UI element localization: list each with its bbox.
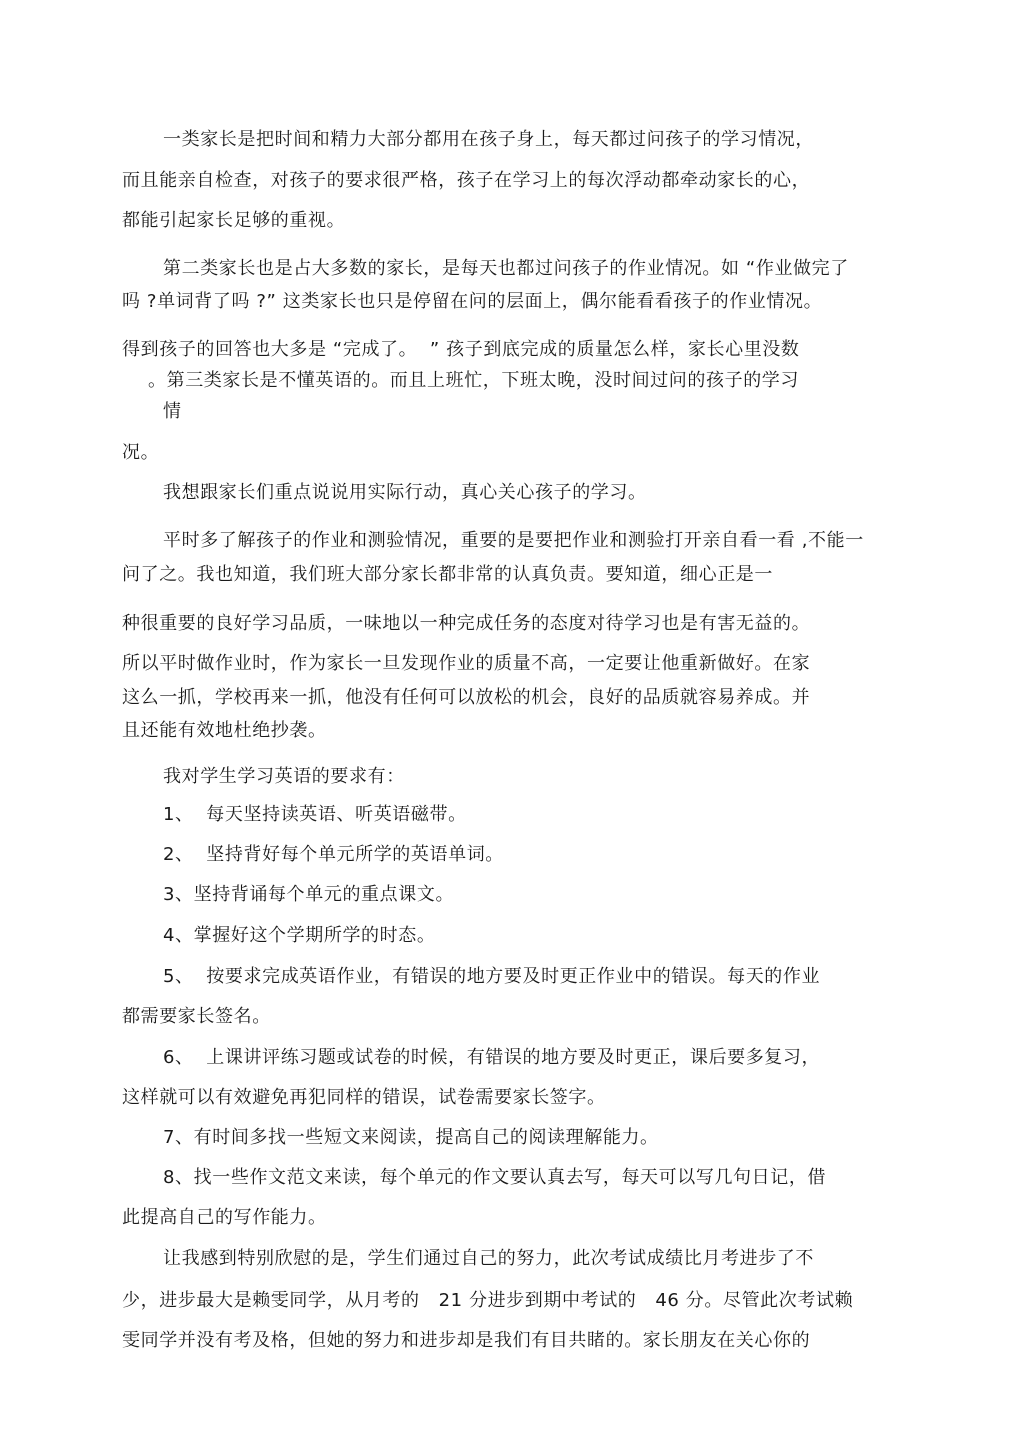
text-line: 此提高自己的写作能力。 <box>122 1207 327 1228</box>
text-line: 而且能亲自检查，对孩子的要求很严格，孩子在学习上的每次浮动都牵动家长的心， <box>122 170 811 191</box>
text-line: 都能引起家长足够的重视。 <box>122 210 346 231</box>
text-line: 种很重要的良好学习品质，一味地以一种完成任务的态度对待学习也是有害无益的。 <box>122 613 811 634</box>
text-line: 雯同学并没有考及格，但她的努力和进步却是我们有目共睹的。家长朋友在关心你的 <box>122 1330 811 1351</box>
text-line: 问了之。我也知道，我们班大部分家长都非常的认真负责。要知道，细心正是一 <box>122 564 773 585</box>
text-line: 第二类家长也是占大多数的家长，是每天也都过问孩子的作业情况。如 “作业做完了 <box>163 258 849 279</box>
text-line: 平时多了解孩子的作业和测验情况，重要的是要把作业和测验打开亲自看一看 ,不能一 <box>163 530 864 551</box>
text-line: 少，进步最大是赖雯同学，从月考的 21 分进步到期中考试的 46 分。尽管此次考试赖 <box>122 1290 854 1311</box>
text-line: 7、有时间多找一些短文来阅读，提高自己的阅读理解能力。 <box>163 1127 659 1148</box>
text-line: 且还能有效地杜绝抄袭。 <box>122 720 327 741</box>
text-line: 都需要家长签名。 <box>122 1006 271 1027</box>
text-line: 1、 每天坚持读英语、听英语磁带。 <box>163 804 467 825</box>
text-line: 情 <box>163 401 182 422</box>
text-line: 况。 <box>122 442 160 463</box>
text-line: 6、 上课讲评练习题或试卷的时候，有错误的地方要及时更正，课后要多复习， <box>163 1047 821 1068</box>
text-line: 这样就可以有效避免再犯同样的错误，试卷需要家长签字。 <box>122 1087 606 1108</box>
text-line: 。第三类家长是不懂英语的。而且上班忙，下班太晚，没时间过问的孩子的学习 <box>148 370 799 391</box>
text-line: 我对学生学习英语的要求有： <box>163 766 405 787</box>
text-line: 得到孩子的回答也大多是 “完成了。 ” 孩子到底完成的质量怎么样，家长心里没数 <box>122 339 800 360</box>
text-line: 3、坚持背诵每个单元的重点课文。 <box>163 884 455 905</box>
text-line: 这么一抓，学校再来一抓，他没有任何可以放松的机会，良好的品质就容易养成。并 <box>122 687 811 708</box>
text-line: 吗 ?单词背了吗 ?” 这类家长也只是停留在问的层面上，偶尔能看看孩子的作业情况。 <box>122 291 823 312</box>
text-line: 我想跟家长们重点说说用实际行动，真心关心孩子的学习。 <box>163 482 647 503</box>
text-line: 所以平时做作业时，作为家长一旦发现作业的质量不高，一定要让他重新做好。在家 <box>122 653 811 674</box>
text-line: 让我感到特别欣慰的是，学生们通过自己的努力，此次考试成绩比月考进步了不 <box>163 1248 814 1269</box>
text-line: 一类家长是把时间和精力大部分都用在孩子身上，每天都过问孩子的学习情况， <box>163 129 814 150</box>
text-line: 2、 坚持背好每个单元所学的英语单词。 <box>163 844 504 865</box>
text-line: 8、找一些作文范文来读，每个单元的作文要认真去写，每天可以写几句日记，借 <box>163 1167 827 1188</box>
text-line: 5、 按要求完成英语作业，有错误的地方要及时更正作业中的错误。每天的作业 <box>163 966 821 987</box>
text-line: 4、掌握好这个学期所学的时态。 <box>163 925 436 946</box>
